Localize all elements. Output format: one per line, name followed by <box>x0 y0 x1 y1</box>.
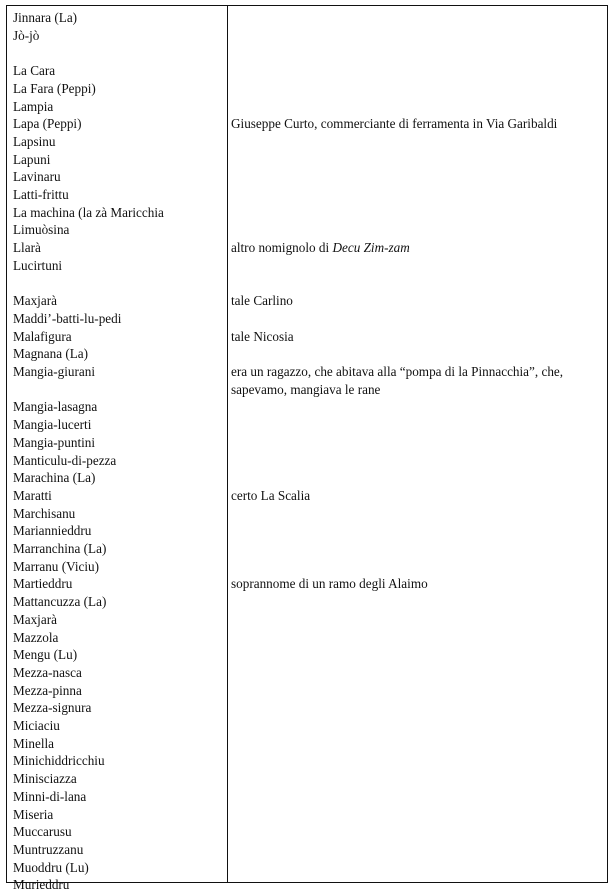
table-row <box>7 699 607 717</box>
nickname-cell: Mengu (Lu) <box>13 647 78 663</box>
nickname-cell: Marchisanu <box>13 505 76 521</box>
nickname-cell: La machina (la zà Maricchia <box>13 204 164 220</box>
table-row <box>7 434 607 452</box>
table-row <box>7 841 607 859</box>
table-row <box>7 629 607 647</box>
nickname-cell: Mariannieddru <box>13 523 92 539</box>
table-row <box>7 381 607 399</box>
nickname-cell: Mezza-pinna <box>13 682 82 698</box>
nickname-cell: Martieddru <box>13 576 73 592</box>
table-row <box>7 151 607 169</box>
nickname-cell: Mezza-nasca <box>13 664 82 680</box>
description-text: soprannome di un ramo degli Alaimo <box>231 576 428 592</box>
table-row <box>7 505 607 523</box>
table-row <box>7 62 607 80</box>
nickname-cell: Murieddru <box>13 877 70 893</box>
nickname-cell: Mangia-lucerti <box>13 417 92 433</box>
table-row <box>7 221 607 239</box>
table-row <box>7 452 607 470</box>
nickname-cell: Maratti <box>13 487 52 503</box>
description-cell <box>231 487 605 505</box>
table-row <box>7 27 607 45</box>
table-row <box>7 717 607 735</box>
nickname-cell: Maddi’-batti-lu-pedi <box>13 310 122 326</box>
description-text: altro nomignolo di <box>231 240 333 256</box>
nickname-cell: Manticulu-di-pezza <box>13 452 117 468</box>
nickname-cell: Lucirtuni <box>13 257 63 273</box>
nickname-cell: Minella <box>13 735 55 751</box>
table-row <box>7 98 607 116</box>
table-row <box>7 469 607 487</box>
nickname-cell: La Cara <box>13 63 56 79</box>
nickname-cell: Lampia <box>13 98 54 114</box>
nickname-cell: Jò-jò <box>13 27 40 43</box>
nickname-cell: Marachina (La) <box>13 470 96 486</box>
table-row <box>7 823 607 841</box>
table-row <box>7 575 607 593</box>
nickname-cell: Lapuni <box>13 151 51 167</box>
nickname-cell: Malafigura <box>13 328 72 344</box>
description-text: tale Nicosia <box>231 328 294 344</box>
nickname-cell: Muoddru (Lu) <box>13 859 89 875</box>
table-row <box>7 115 607 133</box>
nickname-table <box>6 5 608 893</box>
nickname-cell: La Fara (Peppi) <box>13 80 96 96</box>
nickname-cell: Minni-di-lana <box>13 788 87 804</box>
table-row <box>7 788 607 806</box>
nickname-cell: Marranu (Viciu) <box>13 558 99 574</box>
table-row <box>7 328 607 346</box>
nickname-cell: Mattancuzza (La) <box>13 594 107 610</box>
nickname-cell: Limuòsina <box>13 222 70 238</box>
nickname-cell: Mezza-signura <box>13 700 92 716</box>
table-row <box>7 522 607 540</box>
table-row <box>7 664 607 682</box>
nickname-cell: Magnana (La) <box>13 346 89 362</box>
table-row <box>7 398 607 416</box>
nickname-cell: Llarà <box>13 240 41 256</box>
table-row <box>7 9 607 27</box>
nickname-cell: Mangia-lasagna <box>13 399 98 415</box>
nickname-cell: Minichiddricchiu <box>13 753 105 769</box>
description-italic-text: Decu Zim-zam <box>332 240 410 256</box>
table-row <box>7 257 607 275</box>
table-row <box>7 735 607 753</box>
table-row <box>7 558 607 576</box>
description-text: era un ragazzo, che abitava alla “pompa di la Pinnacchia”, che, sapevamo, mangiava le rane <box>231 364 564 397</box>
table-row <box>7 239 607 257</box>
table-row <box>7 345 607 363</box>
table-row <box>7 133 607 151</box>
table-row <box>7 186 607 204</box>
table-row <box>7 611 607 629</box>
table-row <box>7 487 607 505</box>
nickname-cell: Muntruzzanu <box>13 841 84 857</box>
nickname-cell: Miciaciu <box>13 718 60 733</box>
description-cell <box>231 115 605 133</box>
description-text: tale Carlino <box>231 293 293 309</box>
nickname-cell: Mazzola <box>13 629 59 645</box>
table-row <box>7 806 607 824</box>
table-row <box>7 540 607 558</box>
nickname-cell: Minisciazza <box>13 771 77 787</box>
nickname-cell: Muccarusu <box>13 824 72 840</box>
table-row <box>7 876 607 894</box>
table-row <box>7 80 607 98</box>
table-row <box>7 310 607 328</box>
table-row <box>7 752 607 770</box>
nickname-cell: Lavinaru <box>13 169 61 185</box>
nickname-cell: Maxjarà <box>13 611 57 627</box>
description-cell <box>231 292 605 310</box>
nickname-cell: Jinnara (La) <box>13 10 78 25</box>
nickname-cell: Latti-frittu <box>13 187 69 202</box>
table-row <box>7 363 607 397</box>
description-cell <box>231 575 605 593</box>
table-row <box>7 859 607 877</box>
table-row <box>7 682 607 700</box>
table-row <box>7 204 607 222</box>
nickname-cell: Miseria <box>13 806 54 822</box>
description-text: certo La Scalia <box>231 487 311 503</box>
table-row <box>7 168 607 186</box>
table-row <box>7 416 607 434</box>
nickname-cell: Lapsinu <box>13 133 56 149</box>
description-cell <box>231 239 605 257</box>
table-row <box>7 292 607 310</box>
description-cell <box>231 328 605 346</box>
nickname-cell: Mangia-giurani <box>13 364 96 379</box>
nickname-cell: Lapa (Peppi) <box>13 116 82 132</box>
table-row <box>7 646 607 664</box>
table-row <box>7 770 607 788</box>
table-row <box>7 275 607 293</box>
description-text: Giuseppe Curto, commerciante di ferramenta in Via Garibaldi <box>231 116 558 132</box>
table-row <box>7 44 607 62</box>
table-row <box>7 593 607 611</box>
nickname-cell: Mangia-puntini <box>13 434 96 450</box>
nickname-cell: Maxjarà <box>13 293 57 309</box>
nickname-cell: Marranchina (La) <box>13 541 107 556</box>
